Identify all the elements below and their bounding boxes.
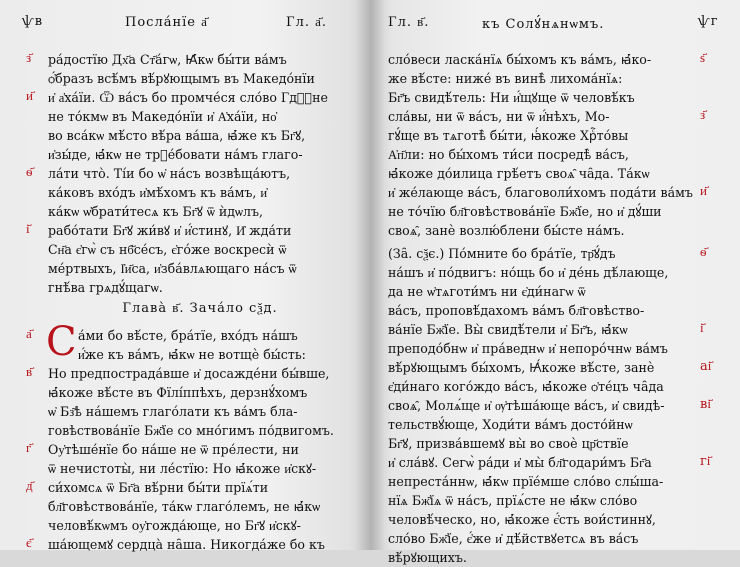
text-line: вѣ́рꙋющихъ. [388, 550, 467, 565]
verse-number: гі҃ [700, 454, 711, 469]
text-line: на́шъ и҆ по́двигъ: но́щь бо и҆ де́нь дѣ́лающе, [388, 265, 669, 280]
text-line: Бг҃ъ свидѣ́тель: Ни и҆́щꙋще ѿ человѣ́къ [388, 90, 635, 105]
text-line: А҆п҃ли: но бы́хомъ ти́си посредѣ̀ ва́съ, [388, 147, 629, 162]
text-line: сло́веси ласка́нїѧ бы́хомъ къ ва́мъ, ꙗ҆́ко- [388, 52, 652, 67]
text-line: ша́ющемꙋ сердца̀ на̑ша. Никогда́же бо къ [48, 537, 325, 552]
text-line: ꙗ҆́коже до́илица грѣ́етъ своѧ̑ ча̑да. Та́кѡ [388, 166, 650, 181]
text-line: человѣ́ческо, но, ꙗ҆́коже є҆́сть вои́стиннꙋ, [388, 512, 656, 527]
text-line: вѣ́рꙋющымъ бы́хомъ, Ꙗ҆́коже вѣ́сте, занѐ [388, 360, 655, 375]
text-line: ѡ҆ Бз҃ѣ на́шемъ глаго́лати къ ва́мъ бла- [48, 404, 298, 419]
verse-number: д҃ [26, 479, 33, 494]
right-page-number: ѱг [698, 14, 719, 29]
right-page-chapter: Гл. в҃. [388, 15, 430, 30]
text-line: непреста́ннѡ, ꙗ҆́кѡ прїе́мше сло́во слы́ша- [388, 474, 664, 489]
text-line: и҆зы́де, ꙗ҆́кѡ не трⷮе́бовати на́мъ глаго- [48, 147, 303, 162]
verse-number: а҃ [26, 327, 32, 342]
text-line: Бг҃ꙋ, призва́вшемꙋ вы̀ во своѐ цр҃ствїе [388, 436, 629, 451]
text-line: и҆ же́лающе ва́съ, благоволи́хомъ пода́ти ва́мъ [388, 185, 693, 200]
verse-number: є҃ [26, 536, 32, 551]
drop-cap: С [46, 319, 77, 365]
text-line: нїѧ Бж҃їѧ ѿ на́съ, прїѧ́сте не ꙗ҆́кѡ сло́во [388, 493, 638, 508]
verse-number: аі҃ [700, 359, 712, 374]
text-line: Сн҃а є҆гѡ̀ съ нб҃се́съ, є҆го́же воскресѝ ѿ [48, 242, 287, 257]
left-page-title: Посла́нїе а҃ [125, 15, 208, 30]
text-line: да не ѡ҆тѧготи́мъ ни є҆ди́нагѡ ѿ [388, 284, 586, 299]
left-page-chapter: Гл. а҃. [286, 15, 328, 30]
text-line: Но предпострада́вше и҆ досажде́ни бы́вше, [48, 366, 330, 381]
text-line: ра́достїю Дх҃а Ст҃а́гѡ, Ꙗ҆́кѡ бы́ти ва́мъ [48, 52, 287, 67]
verse-number: г҃ [26, 441, 32, 456]
text-line: ла́ти что̀. Ті́и бо ѡ҆ на́съ возвѣща́ютъ, [48, 166, 291, 181]
verse-number: з҃ [26, 51, 32, 66]
text-line: человѣ́кѡмъ оу҆гожда́юще, но Бг҃ꙋ и҆скꙋ- [48, 518, 301, 533]
left-page [0, 0, 370, 550]
text-line: сла́вы, ни ѿ ва́съ, ни ѿ и҆́нѣхъ, Мо- [388, 109, 610, 124]
right-page [370, 0, 740, 565]
verse-number: и҃ [26, 89, 33, 104]
text-line: Оу҆тѣше́нїе бо на́ше не ѿ пре́лести, ни [48, 442, 299, 457]
text-line: не то́кмѡ въ Македо́нїи и҆ А҆ха́їи, но҆ [48, 109, 277, 124]
text-line: ка́ковъ вхо́дъ и҆мѣ́хомъ къ ва́мъ, и҆ [48, 185, 268, 200]
text-line: си́хомсѧ ѿ Бг҃а вѣ́рни бы́ти прїѧ́ти [48, 480, 269, 495]
text-line: ꙗ҆́коже вѣ́сте въ Фїлі́ппѣхъ, дерзнꙋ́хомъ [48, 385, 308, 400]
verse-number: и҃ [700, 184, 707, 199]
text-line: рабо́тати Бг҃ꙋ жи́вꙋ и҆ и҆́стинꙋ, И҆ жда́ти [48, 223, 292, 238]
verse-number: в҃ [26, 365, 33, 380]
text-line: же вѣ́сте: ниже́ въ винѣ̀ лихома́нїѧ: [388, 71, 623, 86]
verse-number: з҃ [700, 108, 706, 123]
text-line: и҆ сла́вꙋ. Сегѡ̀ ра́ди и҆ мы̀ бл҃годари́мъ Бг҃а [388, 455, 652, 470]
right-page-header [370, 14, 740, 34]
text-line: ва́нїе Бж҃їе. Вы̀ свидѣ́тели и҆ Бг҃ъ, ꙗ҆́кѡ [388, 322, 628, 337]
right-page-title: къ Солꙋ́нѧнѡмъ. [482, 17, 605, 32]
text-line: и҆ а҆ха́їи. Ѿ ва́съ бо промче́ся сло́во Гдⷭ҇не [48, 90, 328, 105]
text-line: своѧ̑, занѐ возлю́блени бы́сте на́мъ. [388, 223, 625, 238]
text-line: говѣствова́нїе Бж҃їе со мно́гимъ по́двигомъ. [48, 423, 334, 438]
verse-number: ві҃ [700, 397, 711, 412]
text-line: ѻ҆́бразъ всѣ́мъ вѣ́рꙋющымъ въ Македо́нїи [48, 71, 315, 86]
text-line: ва́съ, проповѣ́дахомъ ва́мъ бл҃говѣство- [388, 303, 645, 318]
text-line: ка́кѡ ѡ҆брати́тесѧ къ Бг҃ꙋ ѿ ѝдѡлъ, [48, 204, 263, 219]
text-line: и҆́же къ ва́мъ, ꙗ҆́кѡ не вотщѐ бы́сть: [78, 347, 306, 362]
text-line: ме́ртвыхъ, І҆и҃са, и҆зба́влѧющаго на́съ ѿ [48, 261, 297, 276]
text-line: а́ми бо вѣ́сте, бра́тїе, вхо́дъ на́шъ [78, 328, 298, 343]
left-page-number: ѱв [22, 14, 44, 29]
text-line: гнѣ́ва грѧдꙋ́щагѡ. [48, 280, 163, 295]
verse-number: і҃ [26, 222, 30, 237]
verse-number: ѳ҃ [700, 245, 707, 260]
text-line: (За̑. сѯє.) По́мните бо бра́тїе, тр҃ꙋ́дъ [388, 246, 616, 261]
verse-number: і҃ [700, 321, 704, 336]
verse-number: ѕ҃ [700, 51, 706, 66]
text-line: бл҃говѣствова́нїе, та́кѡ глаго́лемъ, не ꙗ҆́кѡ [48, 499, 321, 514]
text-line: гꙋ́ще въ тѧготѣ̀ бы́ти, ꙗ҆́коже Хрⷭ҇то́вы [388, 128, 629, 143]
left-page-header [0, 14, 370, 34]
text-line: своѧ̑, Молѧ́ще и҆ ѹ҆тѣша́юще ва́съ, и҆ свидѣ- [388, 398, 665, 413]
text-line: преподо́бнѡ и҆ пра́веднѡ и҆ непоро́чнѡ ва́мъ [388, 341, 668, 356]
text-line: тельствꙋ́юще, Ходи́ти ва́мъ досто́йнѡ [388, 417, 633, 432]
text-line: сло́во Бж҃їе, є҆́же и҆ дѣ́йствꙋетсѧ въ ва́съ [388, 531, 639, 546]
text-line: во вса́кѡ мѣ́сто вѣ́ра ва́ша, ꙗ҆́же къ Бг҃ꙋ, [48, 128, 306, 143]
verse-number: ѳ҃ [26, 165, 33, 180]
chapter-heading: Глава̀ в҃. Зача́ло сѯд. [122, 301, 278, 316]
text-line: не то́чїю бл҃говѣствова́нїе Бж҃їе, но и҆ дꙋ́ши [388, 204, 662, 219]
text-line: ѿ нечистоты̀, ни ле́стїю: Но ꙗ҆́коже и҆скꙋ- [48, 461, 317, 476]
text-line: є҆ди́наго кого́ждо ва́съ, ꙗ҆́коже ѻ҆те́цъ ча̑да [388, 379, 664, 394]
